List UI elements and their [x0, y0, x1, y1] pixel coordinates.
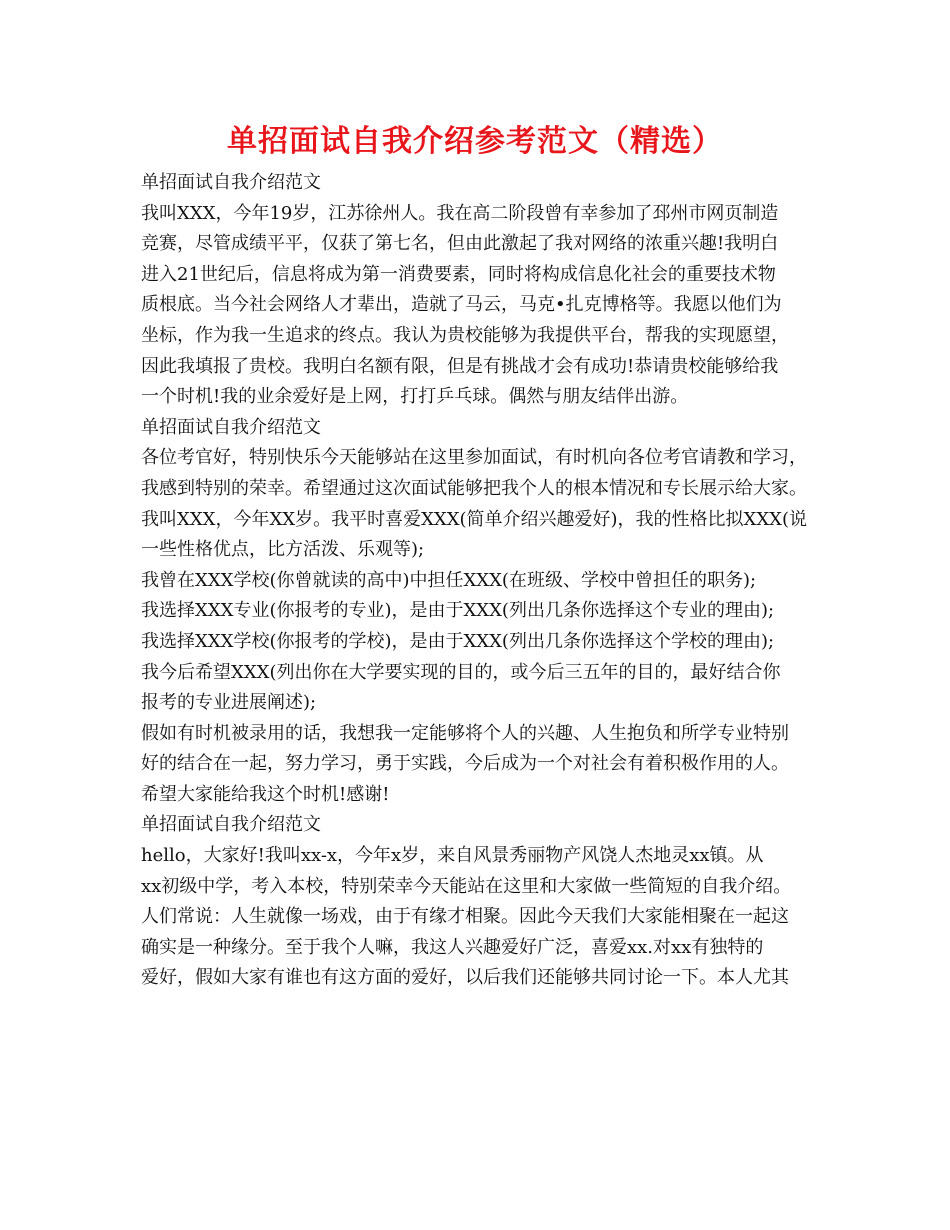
text-line: 一个时机!我的业余爱好是上网，打打乒乓球。偶然与朋友结伴出游。 — [141, 386, 689, 408]
text-line: hello，大家好!我叫xx-x，今年x岁，来自风景秀丽物产风饶人杰地灵xx镇。从 — [141, 845, 764, 867]
text-line: 我今后希望XXX(列出你在大学要实现的目的，或今后三五年的目的，最好结合你 — [141, 661, 781, 683]
text-line: 确实是一种缘分。至于我个人嘛，我这人兴趣爱好广泛，喜爱xx.对xx有独特的 — [141, 936, 764, 958]
text-line: 我感到特别的荣幸。希望通过这次面试能够把我个人的根本情况和专长展示给大家。 — [141, 477, 807, 499]
text-line: 我选择XXX学校(你报考的学校)，是由于XXX(列出几条你选择这个学校的理由); — [141, 630, 775, 652]
text-line: 单招面试自我介绍范文 — [141, 814, 321, 836]
document-body — [141, 168, 821, 994]
text-line: 好的结合在一起，努力学习，勇于实践，今后成为一个对社会有着积极作用的人。 — [141, 753, 789, 775]
text-line: 报考的专业进展阐述); — [141, 692, 317, 714]
text-line: 人们常说：人生就像一场戏，由于有缘才相聚。因此今天我们大家能相聚在一起这 — [141, 906, 789, 928]
text-line: 单招面试自我介绍范文 — [141, 416, 321, 438]
text-line: xx初级中学，考入本校，特别荣幸今天能站在这里和大家做一些简短的自我介绍。 — [141, 875, 792, 897]
text-line: 各位考官好，特别快乐今天能够站在这里参加面试，有时机向各位考官请教和学习， — [141, 447, 807, 469]
text-line: 竞赛，尽管成绩平平，仅获了第七名，但由此激起了我对网络的浓重兴趣!我明白 — [141, 233, 779, 255]
text-line: 爱好，假如大家有谁也有这方面的爱好，以后我们还能够共同讨论一下。本人尤其 — [141, 967, 789, 989]
document-title: 单招面试自我介绍参考范文（精选） — [227, 124, 723, 159]
text-line: 进入21世纪后，信息将成为第一消费要素，同时将构成信息化社会的重要技术物 — [141, 263, 776, 285]
text-line: 我曾在XXX学校(你曾就读的高中)中担任XXX(在班级、学校中曾担任的职务); — [141, 569, 757, 591]
text-line: 因此我填报了贵校。我明白名额有限，但是有挑战才会有成功!恭请贵校能够给我 — [141, 355, 779, 377]
text-line: 坐标，作为我一生追求的终点。我认为贵校能够为我提供平台，帮我的实现愿望， — [141, 324, 789, 346]
text-line: 假如有时机被录用的话，我想我一定能够将个人的兴趣、人生抱负和所学专业特别 — [141, 722, 789, 744]
text-line: 我叫XXX，今年XX岁。我平时喜爱XXX(简单介绍兴趣爱好)，我的性格比拟XXX(说 — [141, 508, 808, 530]
text-line: 单招面试自我介绍范文 — [141, 172, 321, 193]
text-line: 我选择XXX专业(你报考的专业)，是由于XXX(列出几条你选择这个专业的理由); — [141, 600, 775, 622]
text-line: 希望大家能给我这个时机!感谢! — [141, 783, 390, 805]
text-line: 我叫XXX，今年19岁，江苏徐州人。我在高二阶段曾有幸参加了邳州市网页制造 — [141, 202, 779, 224]
text-line: 质根底。当今社会网络人才辈出，造就了马云，马克•扎克博格等。我愿以他们为 — [141, 294, 782, 316]
text-line: 一些性格优点，比方活泼、乐观等); — [141, 539, 425, 561]
